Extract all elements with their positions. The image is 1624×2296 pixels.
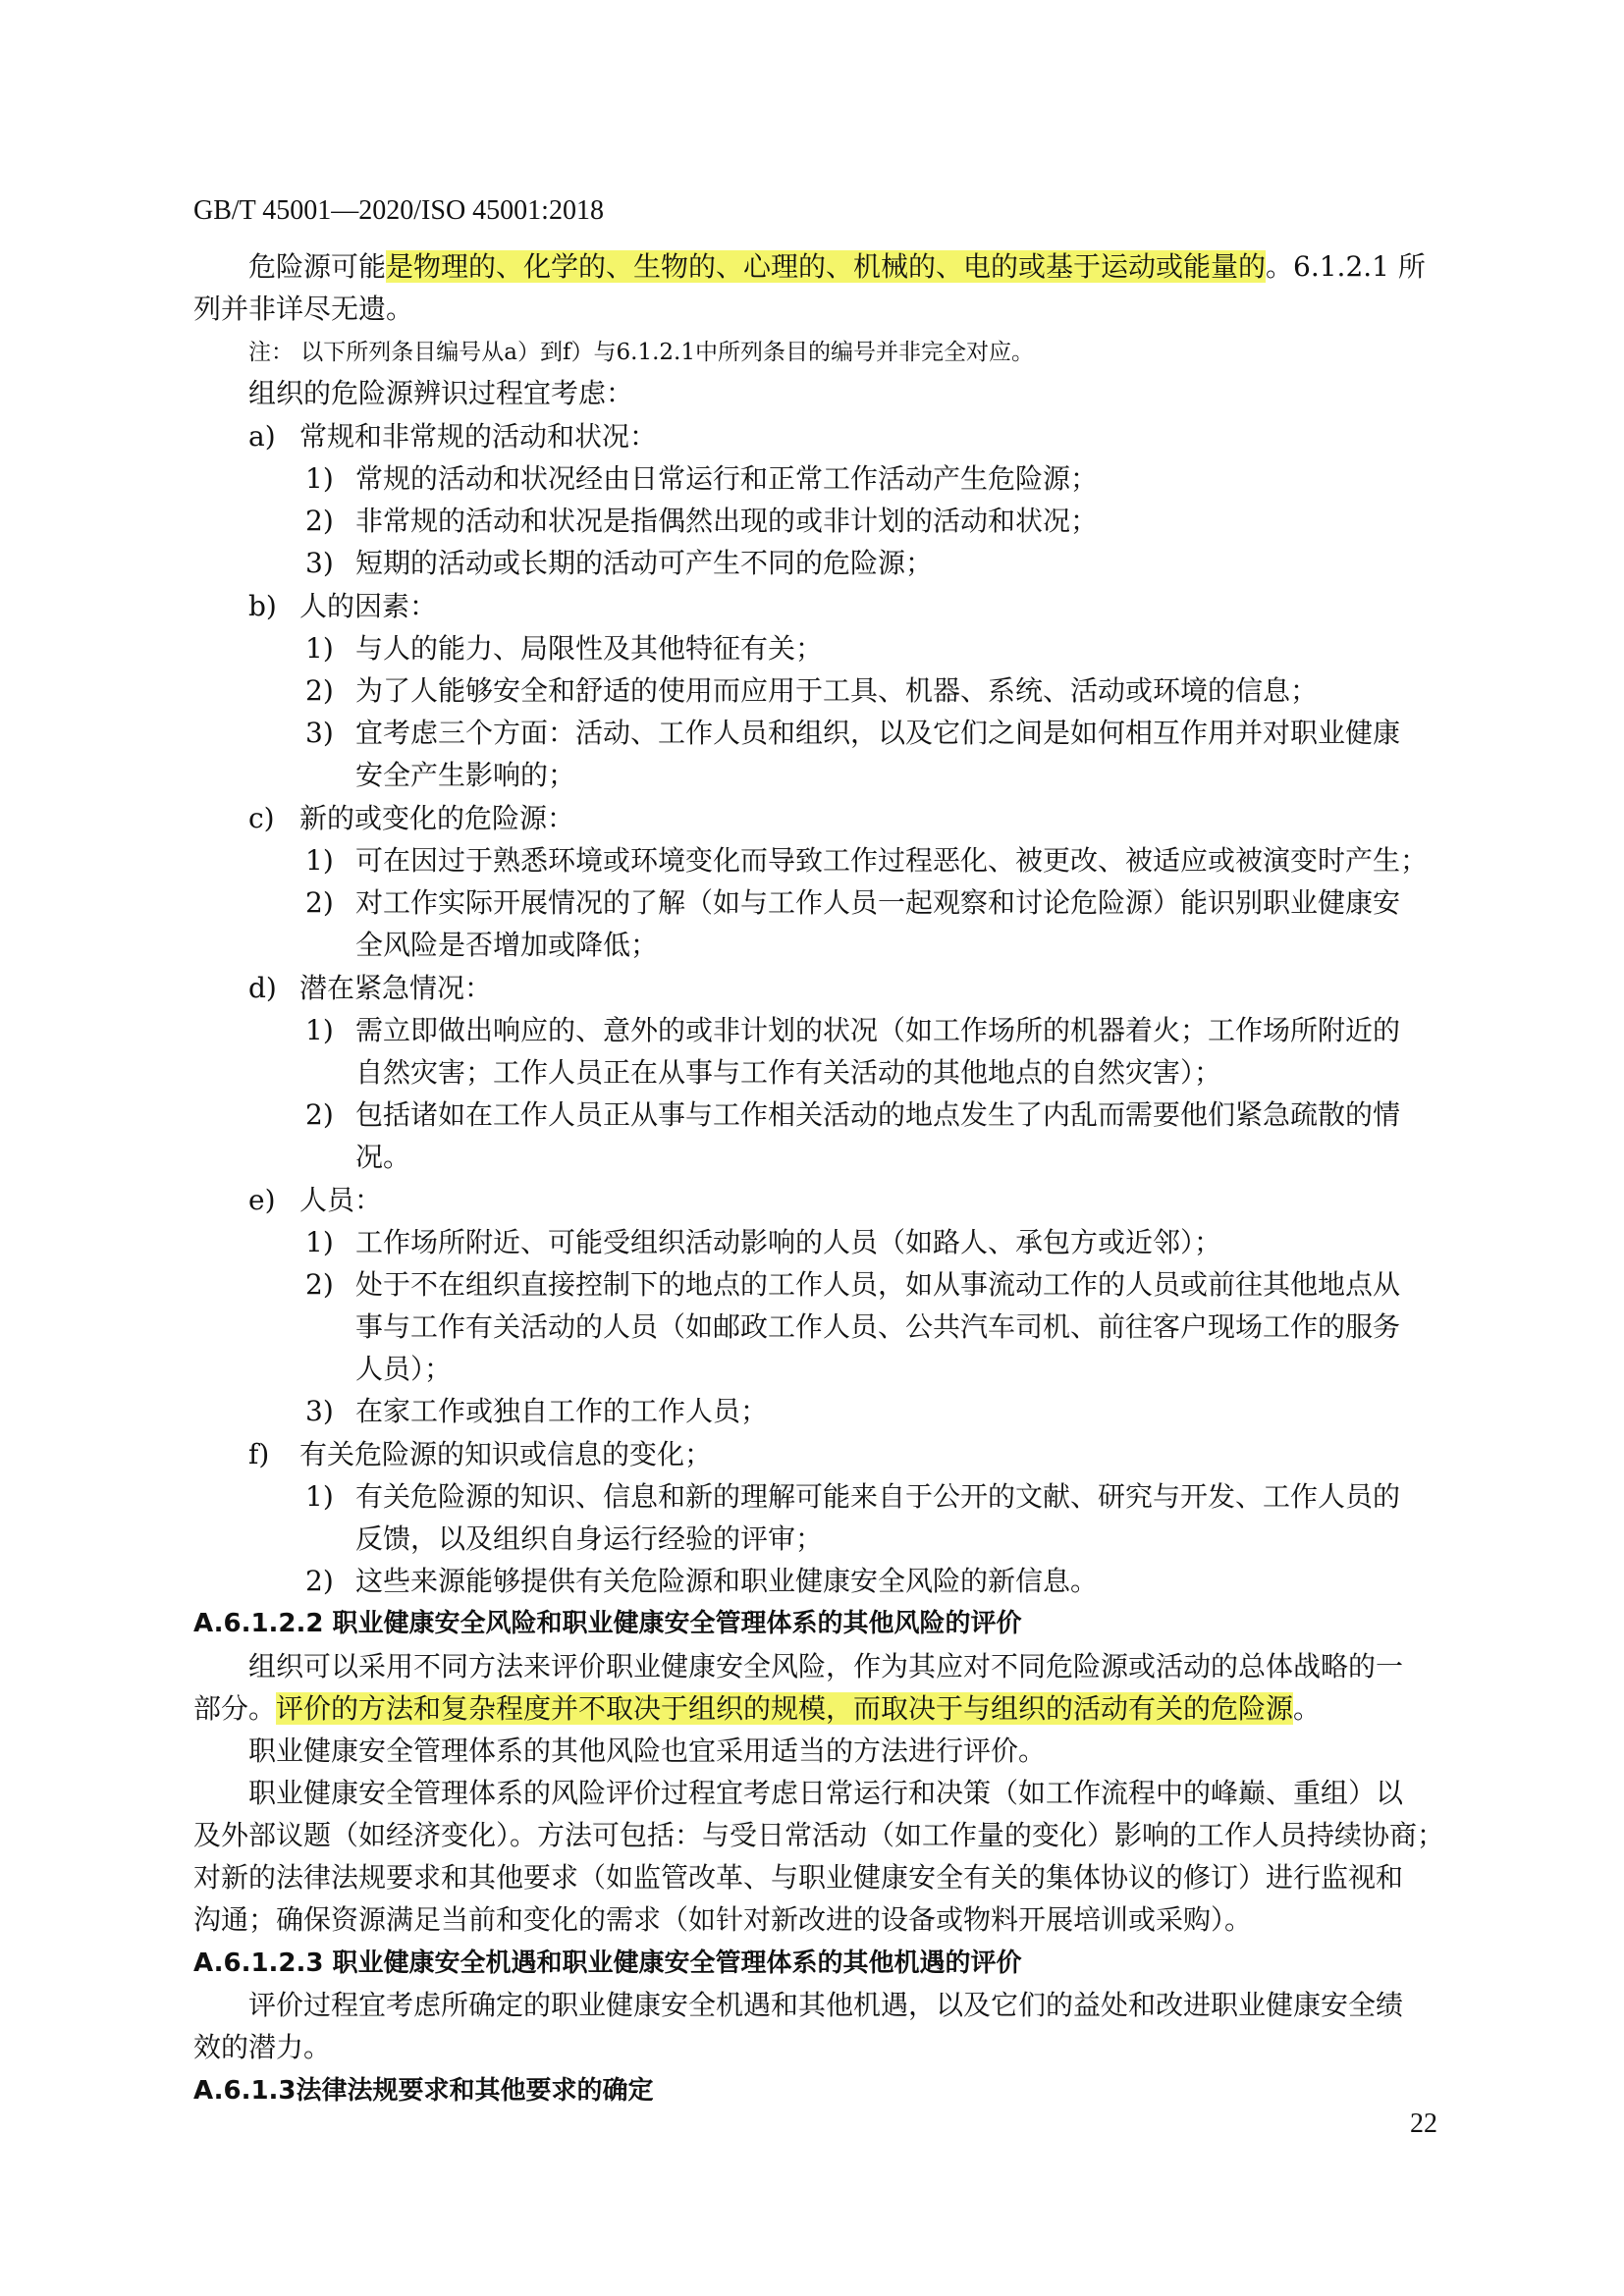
item-a3-text: 短期的活动或长期的活动可产生不同的危险源； (355, 547, 934, 579)
item-e2-marker: 2) (305, 1268, 334, 1301)
item-b3-text-line-2: 安全产生影响的； (355, 759, 576, 791)
item-c1-text: 可在因过于熟悉环境或环境变化而导致工作过程恶化、被更改、被适应或被演变时产生； (355, 844, 1429, 877)
item-b2-marker: 2) (305, 674, 334, 707)
highlighted-text: 评价的方法和复杂程度并不取决于组织的规模，而取决于与组织的活动有关的危险源 (276, 1692, 1294, 1725)
item-e2-text-line-3: 人员）； (355, 1353, 453, 1385)
process-intro: 组织的危险源辨识过程宜考虑： (248, 377, 634, 409)
item-d2-text-line-1: 包括诸如在工作人员正从事与工作相关活动的地点发生了内乱而需要他们紧急疏散的情 (355, 1098, 1401, 1131)
item-b3-marker: 3) (305, 717, 334, 749)
a6123-para1-line-1: 评价过程宜考虑所确定的职业健康安全机遇和其他机遇，以及它们的益处和改进职业健康安全绩 (248, 1989, 1404, 2021)
item-c-marker: c) (248, 802, 275, 834)
item-b2-text: 为了人能够安全和舒适的使用而应用于工具、机器、系统、活动或环境的信息； (355, 674, 1319, 707)
item-e3-text: 在家工作或独自工作的工作人员； (355, 1395, 769, 1427)
item-f1-text-line-1: 有关危险源的知识、信息和新的理解可能来自于公开的文献、研究与开发、工作人员的 (355, 1480, 1401, 1513)
item-e1-text: 工作场所附近、可能受组织活动影响的人员（如路人、承包方或近邻）； (355, 1226, 1222, 1258)
note: 注： 以下所列条目编号从a）到f）与6.1.2.1中所列条目的编号并非完全对应。 (248, 340, 1035, 365)
page-number: 22 (1410, 2109, 1437, 2139)
item-f1-marker: 1) (305, 1480, 334, 1513)
a6123-para1-line-2: 效的潜力。 (193, 2031, 332, 2063)
item-e2-text-line-1: 处于不在组织直接控制下的地点的工作人员，如从事流动工作的人员或前往其他地点从 (355, 1268, 1401, 1301)
item-e3-marker: 3) (305, 1395, 334, 1427)
item-d2-text-line-2: 况。 (355, 1141, 411, 1173)
item-d2-marker: 2) (305, 1098, 334, 1131)
item-a1-text: 常规的活动和状况经由日常运行和正常工作活动产生危险源； (355, 462, 1099, 495)
item-c2-marker: 2) (305, 886, 334, 919)
intro-line-2: 列并非详尽无遗。 (193, 293, 414, 325)
item-c1-marker: 1) (305, 844, 334, 877)
item-d1-marker: 1) (305, 1014, 334, 1046)
item-b-marker: b) (248, 590, 277, 622)
a6122-para2: 职业健康安全管理体系的其他风险也宜采用适当的方法进行评价。 (248, 1735, 1047, 1767)
a6122-para1-line-2: 部分。评价的方法和复杂程度并不取决于组织的规模，而取决于与组织的活动有关的危险源。 (193, 1692, 1322, 1725)
item-f2-text: 这些来源能够提供有关危险源和职业健康安全风险的新信息。 (355, 1565, 1099, 1597)
item-b-title: 人的因素： (299, 590, 438, 622)
standard-header: GB/T 45001—2020/ISO 45001:2018 (193, 195, 604, 226)
highlighted-text: 是物理的、化学的、生物的、心理的、机械的、电的或基于运动或能量的 (386, 250, 1267, 283)
item-e2-text-line-2: 事与工作有关活动的人员（如邮政工作人员、公共汽车司机、前往客户现场工作的服务 (355, 1310, 1401, 1343)
item-f-title: 有关危险源的知识或信息的变化； (299, 1438, 713, 1470)
item-a-marker: a) (248, 420, 276, 453)
item-f2-marker: 2) (305, 1565, 334, 1597)
item-b1-marker: 1) (305, 632, 334, 665)
item-b1-text: 与人的能力、局限性及其他特征有关； (355, 632, 824, 665)
item-c2-text-line-1: 对工作实际开展情况的了解（如与工作人员一起观察和讨论危险源）能识别职业健康安 (355, 886, 1401, 919)
a6122-para3-line-1: 职业健康安全管理体系的风险评价过程宜考虑日常运行和决策（如工作流程中的峰巅、重组）以 (248, 1777, 1404, 1809)
a6122-para1-line-1: 组织可以采用不同方法来评价职业健康安全风险，作为其应对不同危险源或活动的总体战略的一 (248, 1650, 1404, 1682)
item-c-title: 新的或变化的危险源： (299, 802, 575, 834)
section-heading-a6123: A.6.1.2.3 职业健康安全机遇和职业健康安全管理体系的其他机遇的评价 (193, 1949, 1022, 1978)
item-b3-text-line-1: 宜考虑三个方面：活动、工作人员和组织，以及它们之间是如何相互作用并对职业健康 (355, 717, 1401, 749)
item-d1-text-line-2: 自然灾害；工作人员正在从事与工作有关活动的其他地点的自然灾害）； (355, 1056, 1222, 1089)
item-e-title: 人员： (299, 1184, 383, 1216)
a6122-para3-line-4: 沟通；确保资源满足当前和变化的需求（如针对新改进的设备或物料开展培训或采购）。 (193, 1903, 1253, 1936)
item-a2-text: 非常规的活动和状况是指偶然出现的或非计划的活动和状况； (355, 505, 1099, 537)
item-d-marker: d) (248, 972, 277, 1004)
item-a2-marker: 2) (305, 505, 334, 537)
section-heading-a613: A.6.1.3法律法规要求和其他要求的确定 (193, 2076, 654, 2106)
item-e-marker: e) (248, 1184, 276, 1216)
item-e1-marker: 1) (305, 1226, 334, 1258)
item-a-title: 常规和非常规的活动和状况： (299, 420, 658, 453)
item-a1-marker: 1) (305, 462, 334, 495)
item-f-marker: f) (248, 1438, 270, 1470)
item-f1-text-line-2: 反馈，以及组织自身运行经验的评审； (355, 1522, 824, 1555)
item-d-title: 潜在紧急情况： (299, 972, 493, 1004)
section-heading-a6122: A.6.1.2.2 职业健康安全风险和职业健康安全管理体系的其他风险的评价 (193, 1609, 1022, 1638)
a6122-para3-line-3: 对新的法律法规要求和其他要求（如监管改革、与职业健康安全有关的集体协议的修订）进行监视和 (193, 1861, 1404, 1894)
item-c2-text-line-2: 全风险是否增加或降低； (355, 929, 659, 961)
a6122-para3-line-2: 及外部议题（如经济变化）。方法可包括：与受日常活动（如工作量的变化）影响的工作人员持续协商； (193, 1819, 1445, 1851)
intro-line-1: 危险源可能是物理的、化学的、生物的、心理的、机械的、电的或基于运动或能量的。6.1.2.1 所 (248, 250, 1426, 283)
item-a3-marker: 3) (305, 547, 334, 579)
item-d1-text-line-1: 需立即做出响应的、意外的或非计划的状况（如工作场所的机器着火；工作场所附近的 (355, 1014, 1401, 1046)
